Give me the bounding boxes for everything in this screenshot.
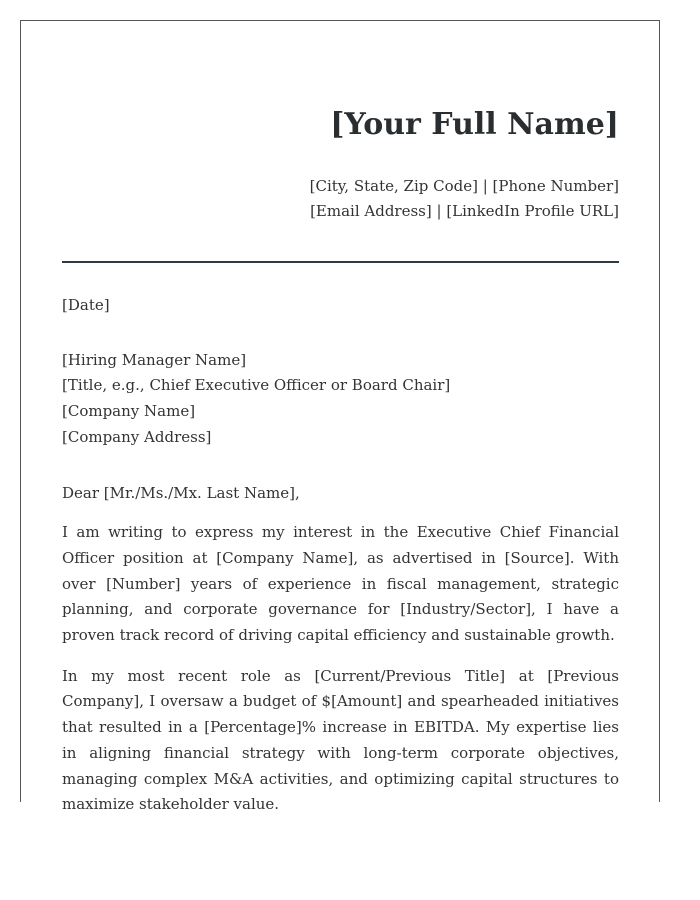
contact-line-email-linkedin: [Email Address] | [LinkedIn Profile URL] (310, 202, 619, 220)
salutation: Dear [Mr./Ms./Mx. Last Name], (62, 483, 300, 502)
recipient-title: [Title, e.g., Chief Executive Officer or Board Chair] (62, 376, 451, 395)
body-paragraph: I am writing to express my interest in the Executive Chief Financial Officer position at [Company Name], as advertised in [Source]. With over [Number] years of experience in fiscal management, strategic planning, and corporate governance for [Industry/Sector], I have a proven track record of driving capital efficiency and sustainable growth. (62, 523, 619, 645)
letter-body (62, 293, 619, 818)
letter-date: [Date] (62, 296, 110, 314)
recipient-company: [Company Name] (62, 402, 196, 421)
contact-info (62, 174, 619, 224)
contact-line-location-phone: [City, State, Zip Code] | [Phone Number] (309, 177, 619, 195)
header-divider (62, 261, 619, 263)
recipient-name: [Hiring Manager Name] (62, 350, 247, 369)
letter-header (62, 105, 619, 224)
recipient-block (62, 348, 619, 451)
body-paragraph: In my most recent role as [Current/Previous Title] at [Previous Company], I oversaw a budget of $[Amount] and spearheaded initiatives that resulted in a [Percentage]% increase in EBITDA. My expertise lies in aligning financial strategy with long-term corporate objectives, managing complex M&A activities, and optimizing capital structures to maximize stakeholder value. (62, 666, 619, 814)
applicant-name: [Your Full Name] (330, 107, 619, 142)
letter-page (20, 20, 660, 814)
recipient-address: [Company Address] (62, 427, 212, 446)
